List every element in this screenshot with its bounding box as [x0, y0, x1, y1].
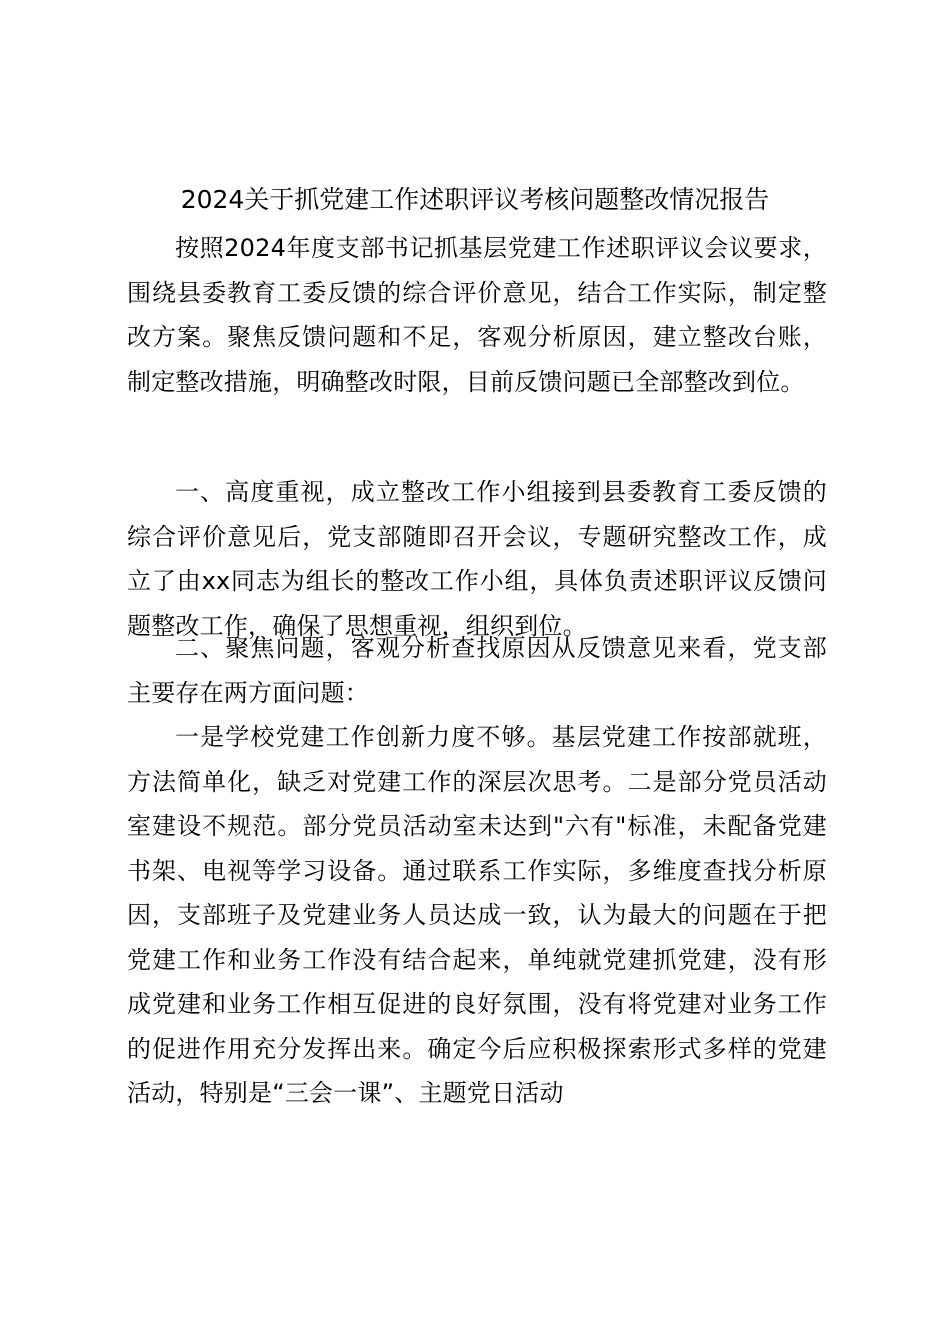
paragraph-text: 一是学校党建工作创新力度不够。基层党建工作按部就班，方法简单化，缺乏对党建工作的深层次思考。二是部分党员活动室建设不规范。部分党员活动室未达到"六有"标准，未配备党建书架、电视等学习设备。通过联系工作实际，多维度查找分析原因，支部班子及党建业务人员达成一致，认为最大的问题在于把党建工作和业务工作没有结合起来，单纯就党建抓党建，没有形成党建和业务工作相互促进的良好氛围，没有将党建对业务工作的促进作用充分发挥出来。确定今后应积极探索形式多样的党建活动，特别是“三会一课”、主题党日活动	[127, 723, 827, 1107]
paragraph-intro	[127, 226, 827, 404]
document-title: 2024关于抓党建工作述职评议考核问题整改情况报告	[180, 185, 770, 214]
paragraph-text: 按照2024年度支部书记抓基层党建工作述职评议会议要求，围绕县委教育工委反馈的综合评价意见，结合工作实际，制定整改方案。聚焦反馈问题和不足，客观分析原因，建立整改台账，制定整改措施，明确整改时限，目前反馈问题已全部整改到位。	[127, 234, 827, 396]
paragraph-text: 二、聚焦问题，客观分析查找原因从反馈意见来看，党支部主要存在两方面问题：	[127, 634, 827, 707]
paragraph-text: 一、高度重视，成立整改工作小组接到县委教育工委反馈的综合评价意见后，党支部随即召开会议，专题研究整改工作，成立了由xx同志为组长的整改工作小组，具体负责述职评议反馈问题整改工作，确保了思想重视，组织到位。	[127, 478, 827, 640]
paragraph-section-two	[127, 626, 827, 715]
paragraph-section-one	[127, 470, 827, 648]
paragraph-problems	[127, 715, 827, 1116]
